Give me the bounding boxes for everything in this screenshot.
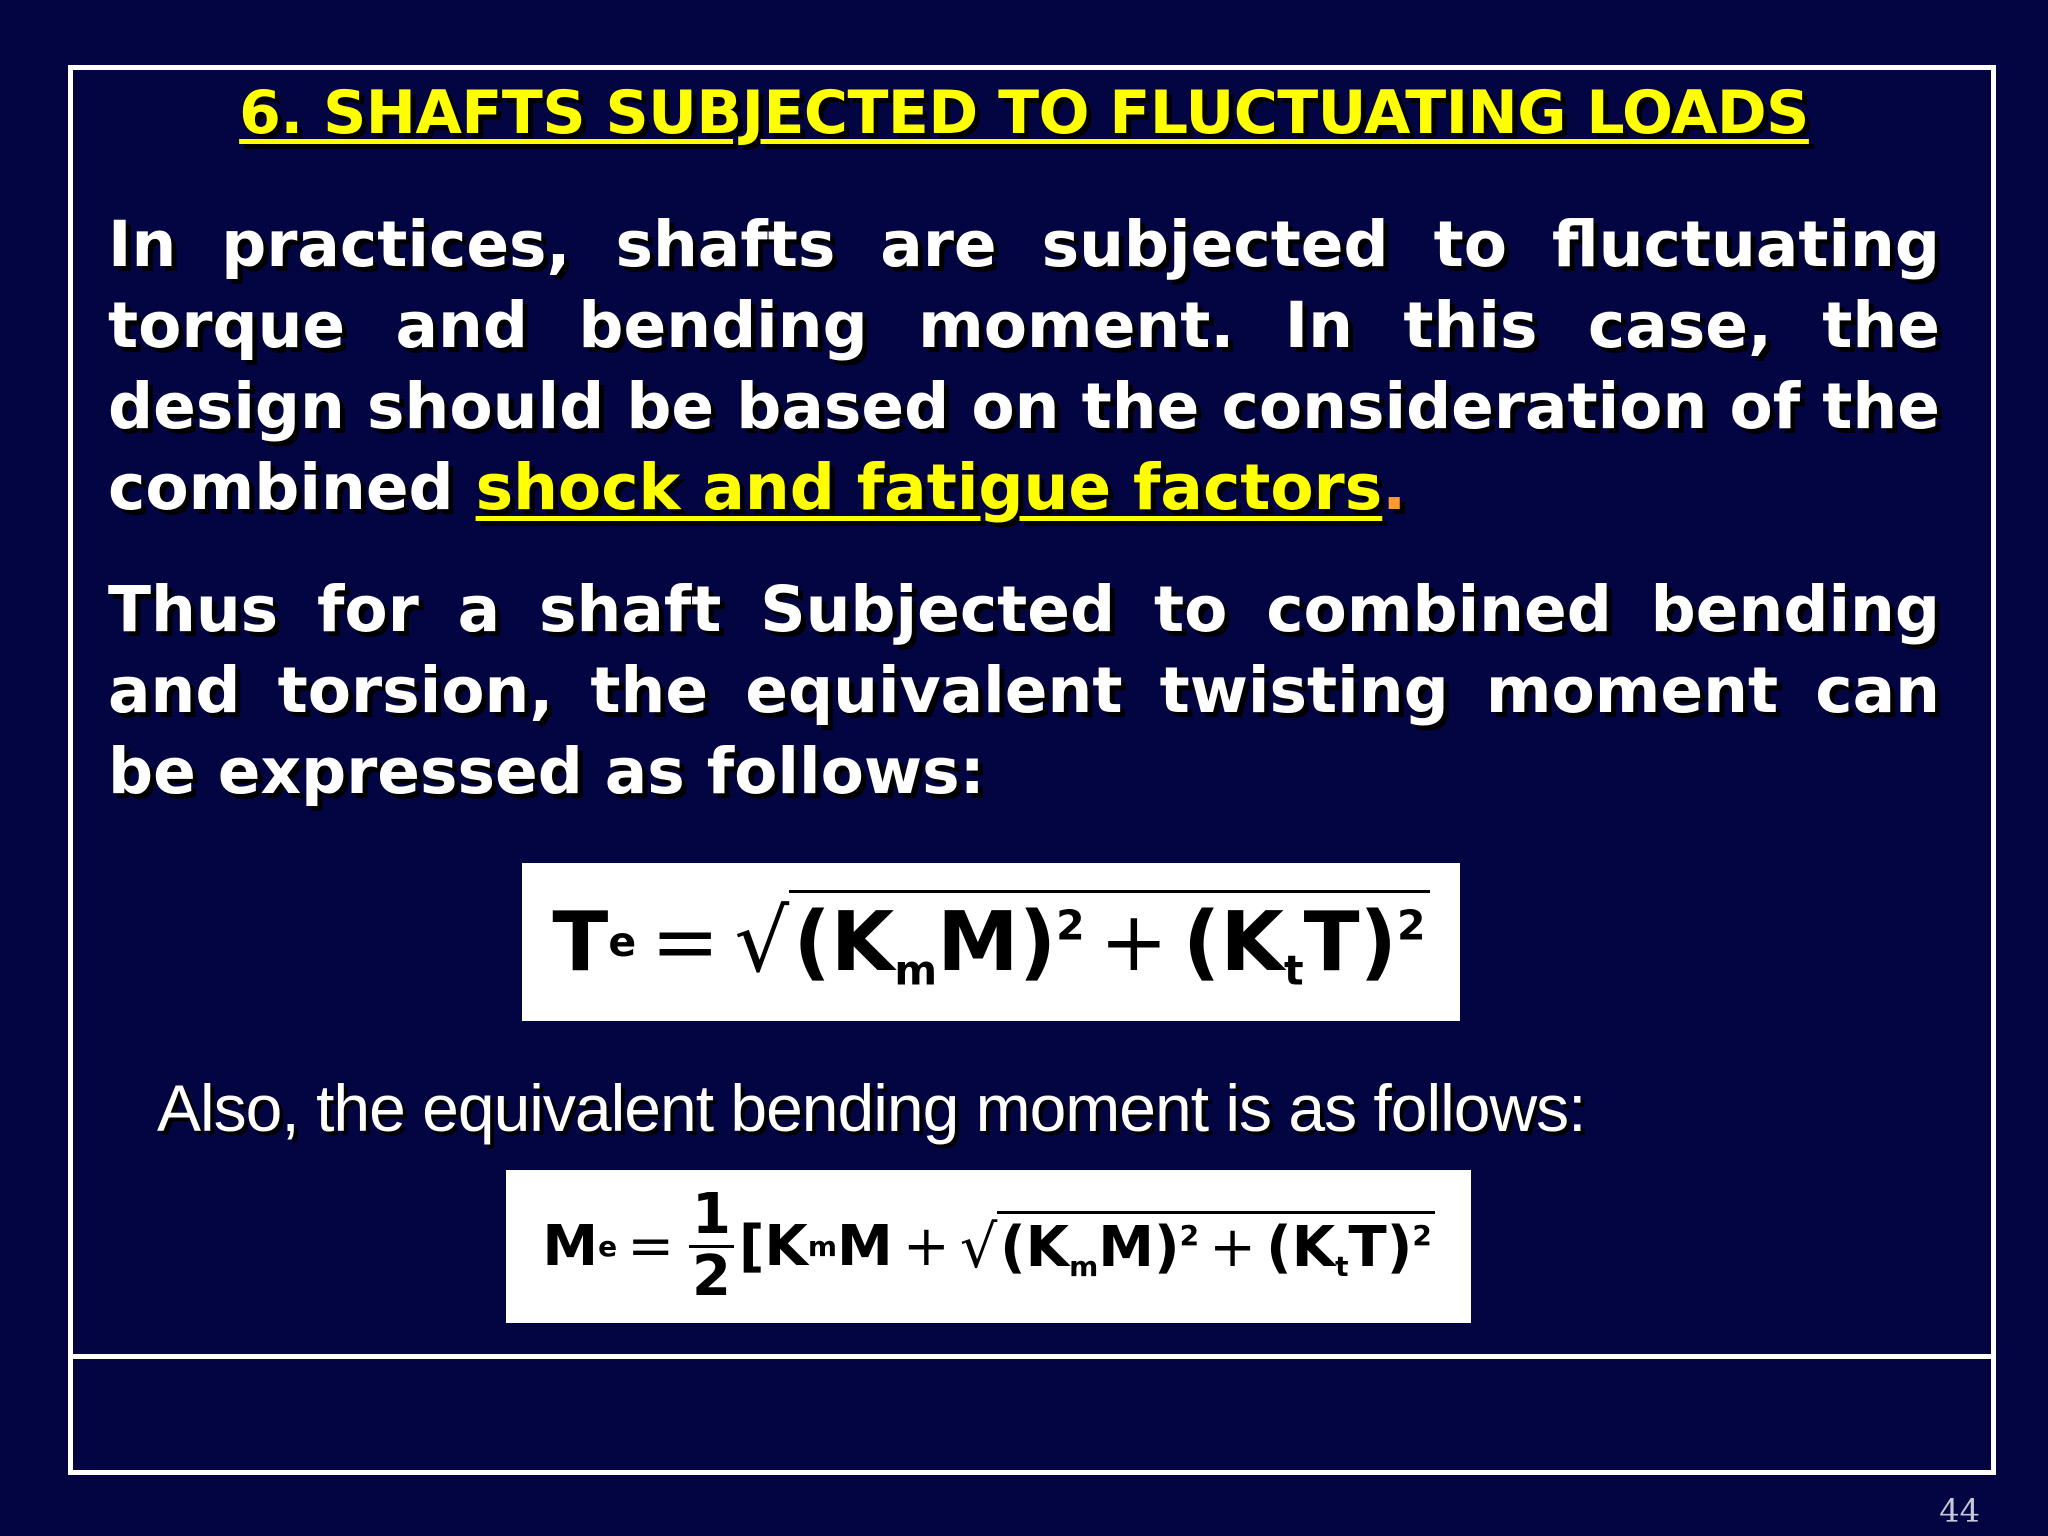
- eq2-term2-mid: T): [1348, 1214, 1413, 1280]
- eq2-term2-sup: 2: [1412, 1218, 1432, 1252]
- eq1-lhs-sub: e: [608, 918, 637, 966]
- highlight-shock-fatigue: shock and fatigue factors: [475, 451, 1383, 524]
- eq2-fraction: [689, 1182, 735, 1309]
- eq2-lhs-sub: e: [598, 1230, 618, 1263]
- equation-equivalent-bending-moment: [506, 1170, 1471, 1323]
- also-equivalent-bending-text: Also, the equivalent bending moment is as follows:: [157, 1071, 1586, 1145]
- eq1-term1-mid: M): [937, 894, 1057, 990]
- page-number: 44: [1939, 1492, 1980, 1530]
- eq1-lhs: T: [552, 894, 609, 990]
- eq2-plus: +: [1209, 1214, 1257, 1280]
- eq1-term1-open: (K: [793, 894, 895, 990]
- eq2-frac-den: 2: [692, 1244, 731, 1309]
- eq1-term2-sub: t: [1283, 945, 1304, 994]
- eq2-term1-open: (K: [1000, 1214, 1070, 1280]
- eq2-term1-sub: m: [1069, 1249, 1099, 1283]
- eq1-term2-sup: 2: [1396, 900, 1426, 949]
- eq1-term2-open: (K: [1182, 894, 1284, 990]
- paragraph-1-period: .: [1382, 451, 1407, 524]
- eq2-radical-icon: √: [959, 1212, 998, 1281]
- eq1-plus: +: [1099, 894, 1169, 990]
- eq1-term1-sup: 2: [1056, 900, 1085, 949]
- eq1-equals: =: [650, 894, 720, 990]
- eq1-radicand: [789, 890, 1429, 994]
- eq2-radicand: [997, 1211, 1434, 1283]
- eq2-frac-num: 1: [689, 1186, 735, 1248]
- eq2-lhs: M: [542, 1214, 599, 1279]
- eq2-equals: =: [627, 1214, 675, 1279]
- footer-divider: [68, 1354, 1996, 1359]
- eq2-term0-sub: m: [807, 1230, 837, 1263]
- eq1-term1-sub: m: [894, 945, 938, 994]
- eq2-term1-mid: M): [1098, 1214, 1180, 1280]
- eq2-term2-sub: t: [1335, 1249, 1349, 1283]
- eq2-term0: M: [837, 1214, 893, 1279]
- slide-title: 6. SHAFTS SUBJECTED TO FLUCTUATING LOADS: [239, 78, 1809, 148]
- paragraph-1-text: In practices, shafts are subjected to fluctuating torque and bending moment. In this case, the design should be based on the consideration of the combined: [108, 208, 1940, 524]
- eq1-radical-icon: √: [734, 892, 790, 992]
- eq1-term2-mid: T): [1303, 894, 1397, 990]
- eq2-term2-open: (K: [1266, 1214, 1336, 1280]
- equation-equivalent-twisting-moment: [522, 863, 1460, 1021]
- eq2-plus0: +: [902, 1214, 950, 1279]
- paragraph-fluctuating-loads: [108, 204, 1940, 528]
- paragraph-equivalent-twisting: Thus for a shaft Subjected to combined bending and torsion, the equivalent twisting moment can be expressed as follows:: [108, 573, 1940, 808]
- eq2-term1-sup: 2: [1179, 1218, 1200, 1252]
- eq2-bracket-open: [K: [738, 1214, 808, 1279]
